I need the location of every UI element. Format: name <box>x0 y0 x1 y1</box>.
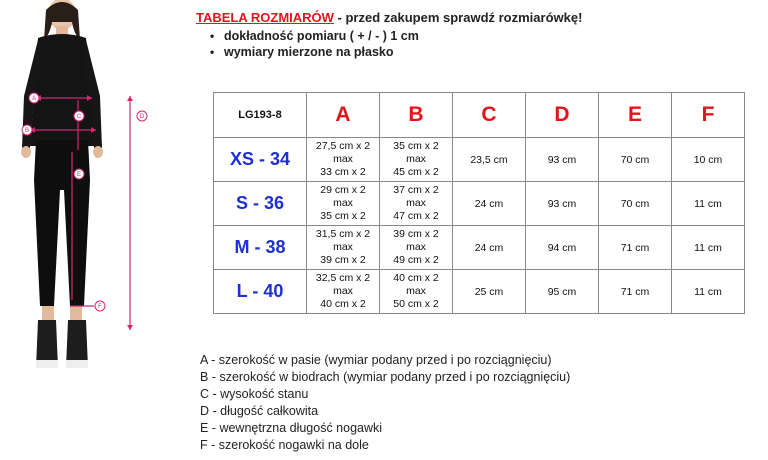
cell-d: 94 cm <box>526 226 599 270</box>
marker-b: B <box>24 128 30 134</box>
column-header-a: A <box>307 93 380 138</box>
cell-b: 35 cm x 2 max 45 cm x 2 <box>380 138 453 182</box>
column-header-d: D <box>526 93 599 138</box>
legend-item-a: A - szerokość w pasie (wymiar podany przed i po rozciągnięciu) <box>200 353 552 367</box>
column-header-e: E <box>599 93 672 138</box>
table-row <box>214 138 745 182</box>
size-label: S - 36 <box>214 182 307 226</box>
cell-b: 39 cm x 2 max 49 cm x 2 <box>380 226 453 270</box>
column-header-b: B <box>380 93 453 138</box>
marker-a: A <box>31 96 37 102</box>
cell-c: 25 cm <box>453 270 526 314</box>
measurement-legend <box>200 352 570 454</box>
note-accuracy <box>210 28 736 44</box>
cell-e: 70 cm <box>599 138 672 182</box>
column-header-c: C <box>453 93 526 138</box>
cell-e: 71 cm <box>599 270 672 314</box>
legend-item-d: D - długość całkowita <box>200 404 319 418</box>
model-figure <box>0 0 170 372</box>
title-size-chart: TABELA ROZMIARÓW <box>196 10 334 25</box>
marker-f: F <box>98 304 102 310</box>
size-label: L - 40 <box>214 270 307 314</box>
cell-a: 31,5 cm x 2 max 39 cm x 2 <box>307 226 380 270</box>
note-flat-text: wymiary mierzone na płasko <box>224 45 394 59</box>
marker-e: E <box>76 172 82 178</box>
model-illustration <box>0 0 170 372</box>
table-header-row <box>214 93 745 138</box>
table-row <box>214 270 745 314</box>
legend-item-c: C - wysokość stanu <box>200 387 309 401</box>
cell-b: 40 cm x 2 max 50 cm x 2 <box>380 270 453 314</box>
cell-d: 93 cm <box>526 182 599 226</box>
cell-e: 71 cm <box>599 226 672 270</box>
cell-a: 29 cm x 2 max 35 cm x 2 <box>307 182 380 226</box>
legend-item-f: F - szerokość nogawki na dole <box>200 438 369 452</box>
bullet-icon: • <box>210 45 215 59</box>
title-subtitle: - przed zakupem sprawdź rozmiarówkę! <box>333 10 583 25</box>
page-title <box>196 9 736 26</box>
cell-a: 32,5 cm x 2 max 40 cm x 2 <box>307 270 380 314</box>
cell-f: 10 cm <box>672 138 745 182</box>
marker-c: C <box>76 114 82 120</box>
cell-f: 11 cm <box>672 182 745 226</box>
cell-c: 24 cm <box>453 226 526 270</box>
product-code: LG193-8 <box>214 93 307 138</box>
table-row <box>214 226 745 270</box>
size-table <box>213 92 745 314</box>
size-chart-header <box>196 9 736 60</box>
cell-f: 11 cm <box>672 226 745 270</box>
note-flat <box>210 44 736 60</box>
note-accuracy-text: dokładność pomiaru ( + / - ) 1 cm <box>224 29 419 43</box>
cell-a: 27,5 cm x 2 max 33 cm x 2 <box>307 138 380 182</box>
size-label: M - 38 <box>214 226 307 270</box>
marker-d: D <box>139 114 145 120</box>
notes-list <box>210 28 736 60</box>
cell-c: 24 cm <box>453 182 526 226</box>
column-header-f: F <box>672 93 745 138</box>
cell-d: 95 cm <box>526 270 599 314</box>
size-label: XS - 34 <box>214 138 307 182</box>
table-row <box>214 182 745 226</box>
cell-c: 23,5 cm <box>453 138 526 182</box>
bullet-icon: • <box>210 29 215 43</box>
legend-item-e: E - wewnętrzna długość nogawki <box>200 421 383 435</box>
cell-e: 70 cm <box>599 182 672 226</box>
cell-f: 11 cm <box>672 270 745 314</box>
legend-item-b: B - szerokość w biodrach (wymiar podany przed i po rozciągnięciu) <box>200 370 571 384</box>
cell-d: 93 cm <box>526 138 599 182</box>
cell-b: 37 cm x 2 max 47 cm x 2 <box>380 182 453 226</box>
